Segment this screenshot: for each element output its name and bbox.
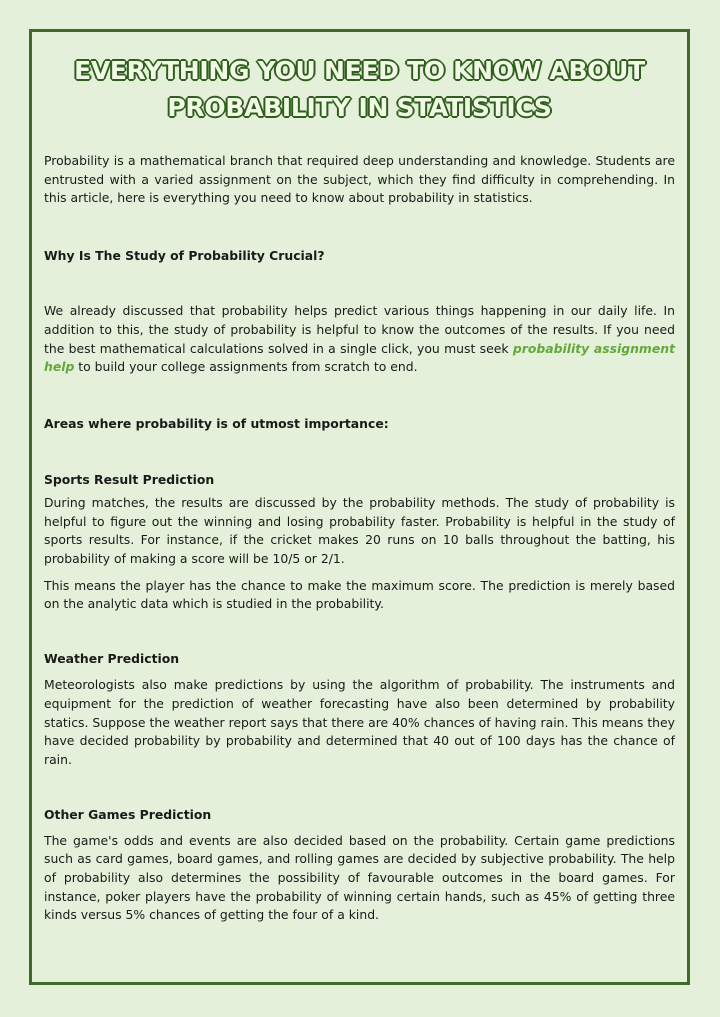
weather-heading: Weather Prediction (44, 651, 180, 667)
section-heading-why: Why Is The Study of Probability Crucial? (44, 248, 325, 264)
games-paragraph: The game's odds and events are also decided based on the probability. Certain game predictions such as card games, board games, and rolling games are decided by subjective probability. The help of probability also determines the possibility of favourable outcomes in the board games. For instance, poker players have the probability of winning certain hands, such as 45% of getting three kinds versus 5% chances of getting the four of a kind. (44, 832, 675, 923)
weather-paragraph: Meteorologists also make predictions by using the algorithm of probability. The instruments and equipment for the prediction of weather forecasting have also been determined by probability statics. Suppose the weather report says that there are 40% chances of having rain. This means they have decided probability by probability and determined that 40 out of 100 days has the chance of rain. (44, 677, 675, 767)
article-title (44, 52, 675, 126)
title-line-1: EVERYTHING YOU NEED TO KNOW ABOUT (74, 56, 645, 85)
areas-heading: Areas where probability is of utmost importance: (44, 415, 389, 431)
article (44, 52, 675, 925)
why-paragraph-text-before: We already discussed that probability helps predict various things happening in our daily life. In addition to this, the study of probability is helpful to know the outcomes of the results. If you need the best mathematical calculations solved in a single click, you must seek (44, 303, 675, 356)
title-line-2: PROBABILITY IN STATISTICS (167, 93, 552, 122)
why-paragraph-text-after: to build your college assignments from scratch to end. (74, 359, 418, 375)
intro-paragraph: Probability is a mathematical branch that required deep understanding and knowledge. Students are entrusted with a varied assignment on the subject, which they find difficulty in comprehending. In this article, here is everything you need to know about probability in statistics. (44, 153, 675, 206)
games-heading: Other Games Prediction (44, 806, 212, 822)
sports-paragraph-2: This means the player has the chance to make the maximum score. The prediction is merely based on the analytic data which is studied in the probability. (44, 577, 675, 612)
probability-assignment-help-link[interactable]: probability assignment help (44, 340, 675, 375)
sports-heading: Sports Result Prediction (44, 471, 215, 487)
sports-paragraph-1: During matches, the results are discussed by the probability methods. The study of probability is helpful to figure out the winning and losing probability faster. Probability is helpful in the study of sports results. For instance, if the cricket makes 20 runs on 10 balls throughout the batting, his probability of making a score will be 10/5 or 2/1. (44, 494, 675, 567)
why-paragraph (44, 302, 675, 377)
